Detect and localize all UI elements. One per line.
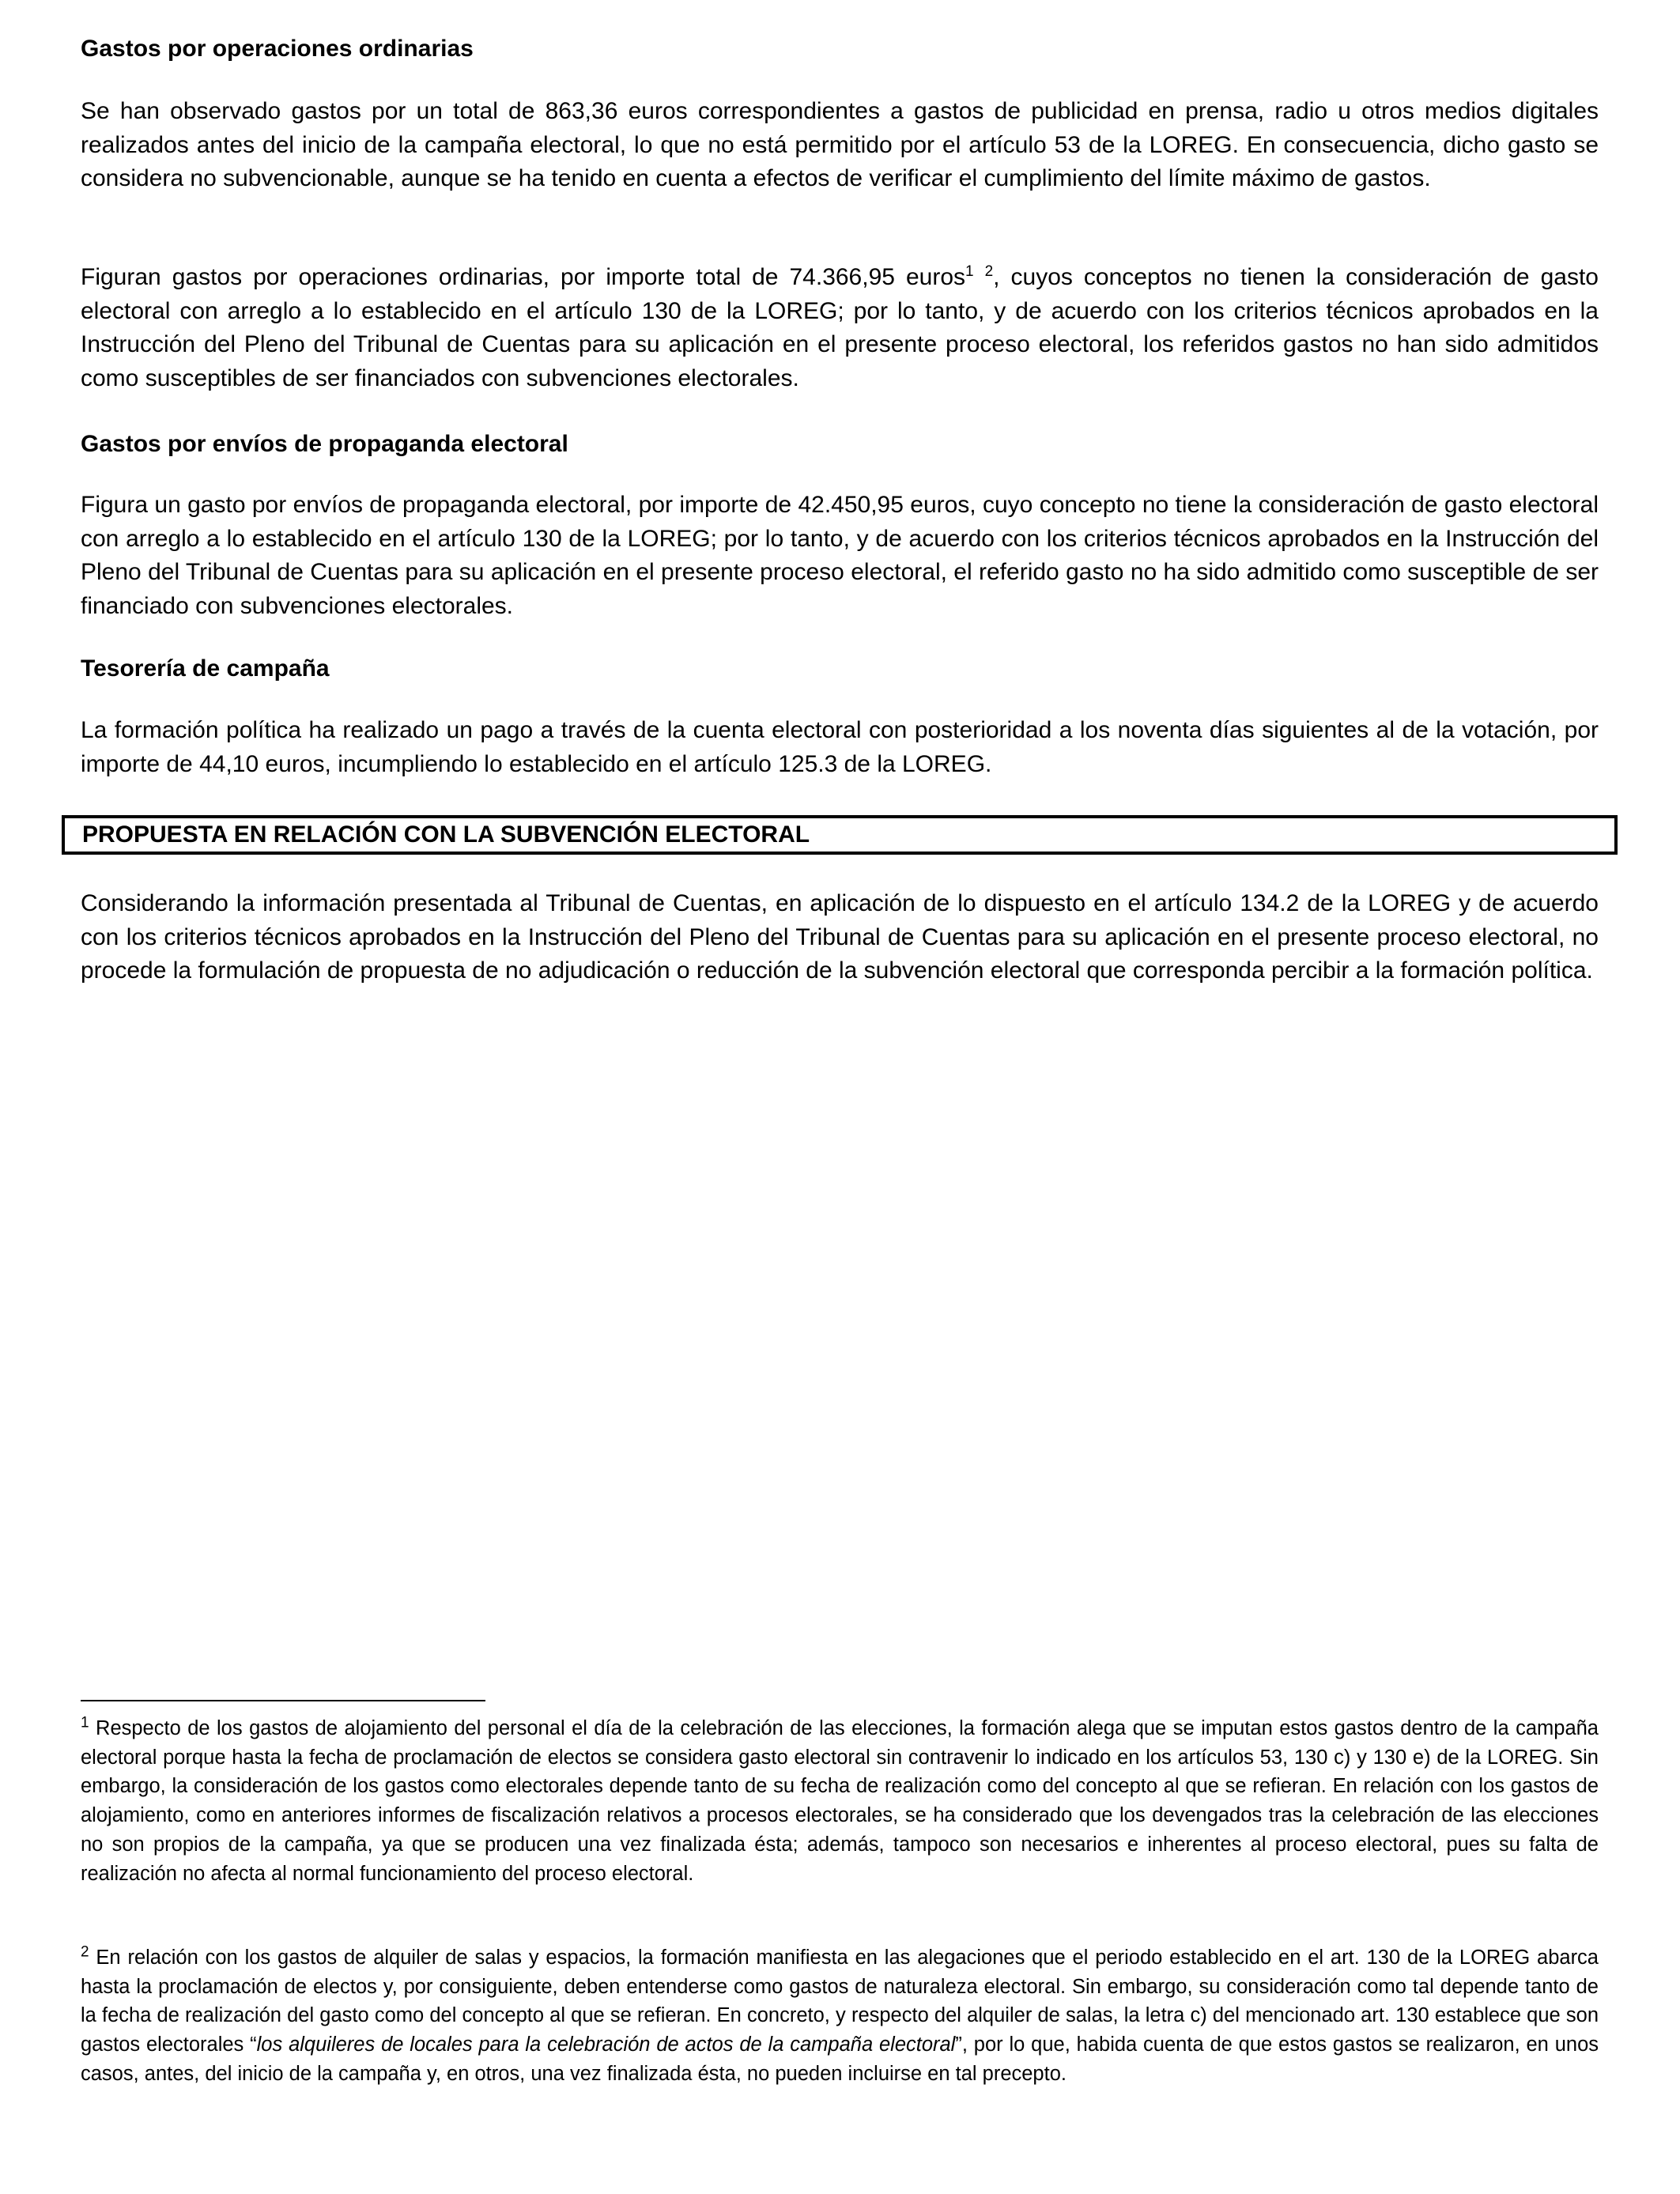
propuesta-heading-box (62, 815, 1618, 855)
section-title-operaciones-ordinarias: Gastos por operaciones ordinarias (81, 36, 474, 62)
section-title-envios-propaganda: Gastos por envíos de propaganda electoral (81, 431, 568, 457)
footnote-2-text-start: En relación con los gastos de alquiler de salas y espacios, la formación manifiesta en las alegaciones que el periodo establecido en el art. 130 de la LOREG abarca hasta la proclamación de electos y, por consiguiente, deben entenderse como gastos de naturaleza electoral. Sin embargo, su consideración como tal depende tanto de la fecha de realización del gasto como del concepto al que se refieran. En concreto, y respecto del alquiler de salas, la letra c) del mencionado art. 130 establece que son gastos electorales “ (81, 1947, 1599, 2056)
paragraph-envios-propaganda: Figura un gasto por envíos de propaganda electoral, por importe de 42.450,95 euros, cuyo concepto no tiene la consideración de gasto electoral con arreglo a lo establecido en el artículo 130 de la LOREG; por lo tanto, y de acuerdo con los criterios técnicos aprobados en la Instrucción del Pleno del Tribunal de Cuentas para su aplicación en el presente proceso electoral, el referido gasto no ha sido admitido como susceptible de ser financiado con subvenciones electorales. (81, 492, 1599, 619)
footnote-2 (81, 1943, 1599, 2089)
paragraph-text-end: , cuyos conceptos no tienen la consideración de gasto electoral con arreglo a lo establecido en el artículo 130 de la LOREG; por lo tanto, y de acuerdo con los criterios técnicos aprobados en la Instrucción del Pleno del Tribunal de Cuentas para su aplicación en el presente proceso electoral, los referidos gastos no han sido admitidos como susceptibles de ser financiados con subvenciones electorales. (81, 264, 1599, 391)
section-title-propuesta: PROPUESTA EN RELACIÓN CON LA SUBVENCIÓN ELECTORAL (82, 821, 810, 848)
footnote-1-number: 1 (81, 1714, 89, 1731)
section-title-tesoreria-campana: Tesorería de campaña (81, 655, 330, 682)
paragraph-tesoreria: La formación política ha realizado un pago a través de la cuenta electoral con posterioridad a los noventa días siguientes al de la votación, por importe de 44,10 euros, incumpliendo lo establecido en el artículo 125.3 de la LOREG. (81, 717, 1599, 777)
footnote-2-number: 2 (81, 1943, 89, 1961)
paragraph-text-start: Figuran gastos por operaciones ordinarias, por importe total de 74.366,95 euros (81, 264, 965, 290)
footnote-2-text-end: ”, por lo que, habida cuenta de que estos gastos se realizaron, en unos casos, antes, del inicio de la campaña y, en otros, una vez finalizada ésta, no pueden incluirse en tal precepto. (81, 2034, 1599, 2085)
paragraph-operaciones-ordinarias (81, 261, 1599, 395)
footnote-1-text: Respecto de los gastos de alojamiento del personal el día de la celebración de las elecciones, la formación alega que se imputan estos gastos dentro de la campaña electoral porque hasta la fecha de proclamación de electos se considera gasto electoral sin contravenir lo indicado en los artículos 53, 130 c) y 130 e) de la LOREG. Sin embargo, la consideración de los gastos como electorales depende tanto de su fecha de realización como del concepto al que se refieran. En relación con los gastos de alojamiento, como en anteriores informes de fiscalización relativos a procesos electorales, se ha considerado que los devengados tras la celebración de las elecciones no son propios de la campaña, ya que se producen una vez finalizada ésta; además, tampoco son necesarios e inherentes al proceso electoral, pues su falta de realización no afecta al normal funcionamiento del proceso electoral. (81, 1717, 1599, 1885)
footnote-ref-1[interactable]: 1 (965, 263, 974, 280)
footnote-separator (81, 1700, 485, 1701)
paragraph-publicidad-antes-campana: Se han observado gastos por un total de 863,36 euros correspondientes a gastos de publicidad en prensa, radio u otros medios digitales realizados antes del inicio de la campaña electoral, lo que no está permitido por el artículo 53 de la LOREG. En consecuencia, dicho gasto se considera no subvencionable, aunque se ha tenido en cuenta a efectos de verificar el cumplimiento del límite máximo de gastos. (81, 98, 1599, 191)
footnote-1 (81, 1714, 1599, 1888)
footnote-ref-2[interactable]: 2 (984, 263, 994, 280)
footnote-2-quoted-text: los alquileres de locales para la celebración de actos de la campaña electoral (256, 2034, 956, 2056)
paragraph-propuesta: Considerando la información presentada al Tribunal de Cuentas, en aplicación de lo dispuesto en el artículo 134.2 de la LOREG y de acuerdo con los criterios técnicos aprobados en la Instrucción del Pleno del Tribunal de Cuentas para su aplicación en el presente proceso electoral, no procede la formulación de propuesta de no adjudicación o reducción de la subvención electoral que corresponda percibir a la formación política. (81, 890, 1599, 984)
